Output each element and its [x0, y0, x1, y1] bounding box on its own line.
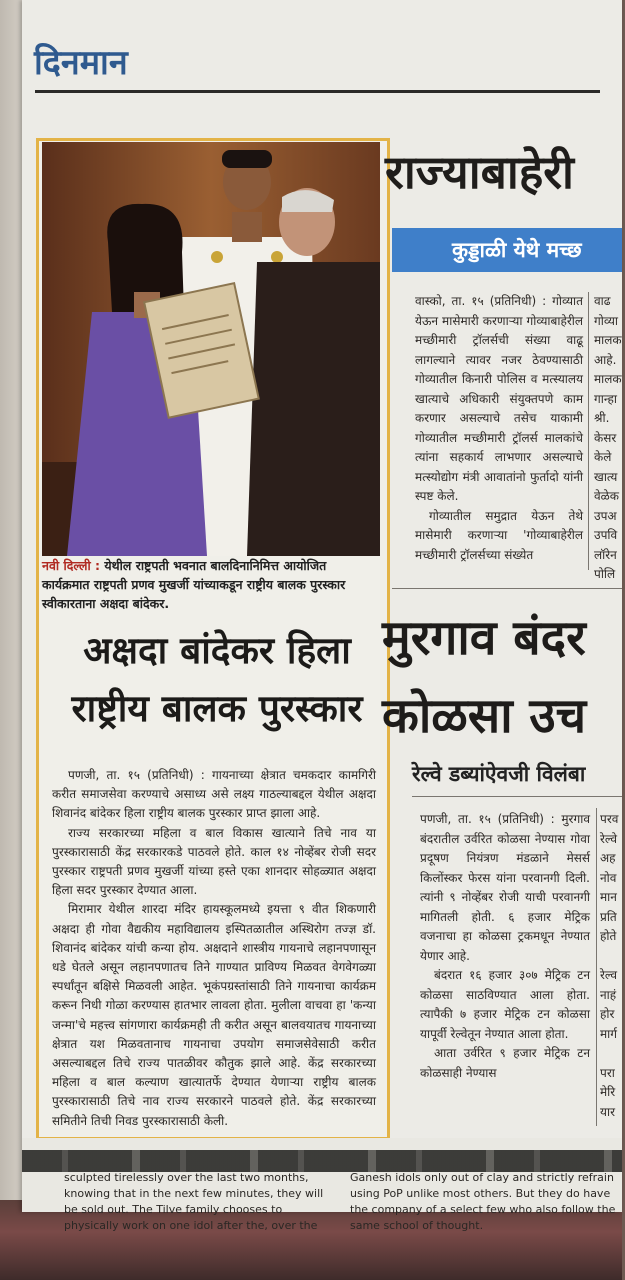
photo-caption — [42, 556, 378, 613]
column-fragment: मालक — [594, 372, 622, 386]
column-fragment: होते — [600, 929, 617, 943]
column-fragment: मार्ग — [600, 1026, 618, 1041]
main-paragraph: राज्य सरकारच्या महिला व बाल विकास खात्याने तिचे नाव या पुरस्कारासाठी केंद्र सरकारकडे पाठवले होते. काल १४ नोव्हेंबर रोजी सदर पुरस्कार राष्ट्रपती प्रणव मुखर्जी यांच्या हस्ते एका शानदार सोहळ्यात अक्षदा हिला सदर पुरस्कार देण्यात आला. — [52, 825, 376, 898]
right-bottom-paragraph: बंदरात १६ हजार ३०७ मेट्रिक टन कोळसा साठविण्यात आला होता. त्यापैकी ७ हजार मेट्रिक टन कोळसा यापूर्वी रेल्वेतून नेण्यात आला होता. — [420, 968, 590, 1041]
column-fragment — [600, 1044, 622, 1064]
column-fragment: उपअ — [594, 508, 617, 523]
column-fragment — [600, 947, 622, 967]
column-divider — [588, 292, 589, 570]
column-fragment: आहे. — [594, 352, 617, 367]
main-paragraph: मिरामार येथील शारदा मंदिर हायस्कूलमध्ये इयत्ता ९ वीत शिकणारी अक्षदा ही गोवा वैद्यकीय महाविद्यालय इस्पितळातील अस्थिरोग तज्ज्ञ डॉ. शिवानंद बांदेकर यांची कन्या होय. अक्षदाने शास्त्रीय गायनाचे लहानपणासून धडे घेतले असून लहानपणातच तिने गाण्यात प्राविण्य मिळवत वेगवेगळ्या स्पर्धांतून बक्षिसे मिळवली आहेत. भूकंपग्रस्तांसाठी तिने गायनाचा कार्यक्रम करून निधी गोळा करण्यास हातभार लावला होता. मुलीला वाचवा हा 'कन्या जन्मा'चे महत्त्व सांगणारा कार्यक्रमही ती करीत असून बालवयातच गायनाच्या क्षेत्रात यश मिळवतानाच गायनाचा उपयोग समाजसेवेसाठी करीत असल्याबद्दल तिचे राज्य पातळीवर कौतुक झाले आहे. केंद्र सरकारच्या महिला व बाल कल्याण खात्यातर्फे देण्यात येणाऱ्या राष्ट्रीय बालक पुरस्कारासाठी तिचे नाव राज्य सरकारने पाठवले होते. केंद्र सरकारच्या समितीने तिची निवड पुरस्कारासाठी केली. — [52, 902, 376, 1128]
column-fragment: प्रति — [600, 909, 617, 924]
right-bottom-column-2 — [600, 810, 622, 1128]
right-top-subhead: कुड्डाळी येथे मच्छ — [392, 228, 622, 272]
right-bottom-headline-line1: मुरगाव बंदर — [382, 610, 586, 666]
column-fragment: मेरि — [600, 1085, 616, 1099]
right-bottom-column-1 — [420, 810, 590, 1128]
right-top-column-2 — [594, 292, 622, 581]
column-fragment: वेळेक — [594, 489, 620, 503]
right-top-paragraph: वास्को, ता. १५ (प्रतिनिधी) : गोव्यात येऊन मासेमारी करणाऱ्या गोव्याबाहेरील मच्छीमारी ट्रॉलर्सची संख्या वाढू लागल्याने त्यावर नजर ठेवण्यासाठी गोव्यातील किनारी पोलिस व मत्स्यालय खात्याचे अधिकारी संयुक्तपणे काम करणार असल्याचे तसेच याकामी गोव्यातील मच्छीमारी ट्रॉलर्स मालकांचे त्यांना सहकार्य लाभणार असल्याचे मत्स्योद्योग मंत्री आवातांनो फुर्तादो यांनी स्पष्ट केले. — [415, 294, 583, 503]
column-fragment: गान्हा — [594, 391, 617, 406]
column-fragment: खात्य — [594, 469, 618, 484]
adjoining-text-left: sculpted tirelessly over the last two months, knowing that in the next few minutes, they will be sold out. The Tilve family chooses to physically work on one idol after the, over the — [64, 1171, 324, 1232]
story-divider — [392, 588, 622, 589]
column-fragment: यार — [600, 1104, 615, 1119]
column-fragment: परव — [600, 812, 619, 826]
column-fragment: रेल्वे — [600, 831, 617, 846]
main-story-body — [52, 766, 376, 1131]
column-fragment: नाहं — [600, 987, 617, 1002]
column-fragment: अह — [600, 851, 616, 865]
right-top-headline: राज्याबाहेरी — [385, 145, 574, 199]
column-fragment: रेल्व — [600, 968, 617, 982]
right-top-column-1 — [415, 292, 583, 572]
column-fragment: उपवि — [594, 528, 618, 542]
right-bottom-paragraph: पणजी, ता. १५ (प्रतिनिधी) : मुरगाव बंदरातील उर्वरित कोळसा नेण्यास गोवा प्रदूषण नियंत्रण मंडळाने मेसर्स किलोंस्कर फेरस यांना परवानगी दिली. त्यांनी ९ नोव्हेंबर रोजी याची परवानगी मागितली होती. ६ हजार मेट्रिक वजनाचा हा कोळसा ट्रकमधून नेण्यात येणार आहे. — [420, 812, 590, 963]
column-fragment: परा — [600, 1065, 615, 1080]
adjoining-headline-band — [22, 1150, 622, 1172]
caption-place: नवी दिल्ली : — [42, 558, 105, 573]
column-fragment: केले — [594, 450, 612, 464]
column-fragment: नोव — [600, 870, 617, 885]
adjoining-text-right: Ganesh idols only out of clay and strictly refrain using PoP unlike most others. But they do have the company of a select few who also follow the same school of thought. — [350, 1171, 616, 1232]
award-photo — [42, 142, 380, 556]
subhead-rule — [412, 796, 622, 797]
column-fragment: मान — [600, 890, 617, 904]
column-fragment: होर — [600, 1007, 615, 1021]
caption-text: येथील राष्ट्रपती भवनात बालदिनानिमित्त आयोजित कार्यक्रमात राष्ट्रपती प्रणव मुखर्जी यांच्याकडून राष्ट्रीय बालक पुरस्कार स्वीकारताना अक्षदा बांदेकर. — [42, 558, 346, 611]
right-bottom-headline-line2: कोळसा उच — [382, 688, 587, 744]
main-paragraph: पणजी, ता. १५ (प्रतिनिधी) : गायनाच्या क्षेत्रात चमकदार कामगिरी करीत समाजसेवा करण्याचे असाध्य असे लक्ष्य गाठल्याबद्दल येथील अक्षदा शिवानंद बांदेकर हिला राष्ट्रीय बालक पुरस्कार प्राप्त झाला आहे. — [52, 768, 376, 821]
masthead-rule — [35, 90, 600, 93]
main-headline: अक्षदा बांदेकर हिला राष्ट्रीय बालक पुरस्कार — [71, 629, 363, 730]
right-bottom-subhead: रेल्वे डब्यांऐवजी विलंबा — [412, 762, 586, 786]
column-fragment: लॉरेन — [594, 547, 617, 562]
column-fragment: गोव्या — [594, 313, 619, 328]
column-fragment: मालक — [594, 333, 622, 347]
column-fragment: केसर — [594, 430, 617, 445]
right-top-paragraph: गोव्यातील समुद्रात येऊन तेथे मासेमारी करणाऱ्या 'गोव्याबाहेरील मच्छीमारी ट्रॉलर्सच्या संख्येत — [415, 508, 583, 562]
column-divider — [596, 808, 597, 1126]
masthead: दिनमान — [34, 43, 128, 83]
column-fragment: श्री. — [594, 411, 610, 425]
column-fragment: वाढ — [594, 294, 611, 308]
column-fragment: पोलि — [594, 567, 616, 581]
right-bottom-paragraph: आता उर्वरित ९ हजार मेट्रिक टन कोळसाही नेण्यास — [420, 1046, 590, 1080]
